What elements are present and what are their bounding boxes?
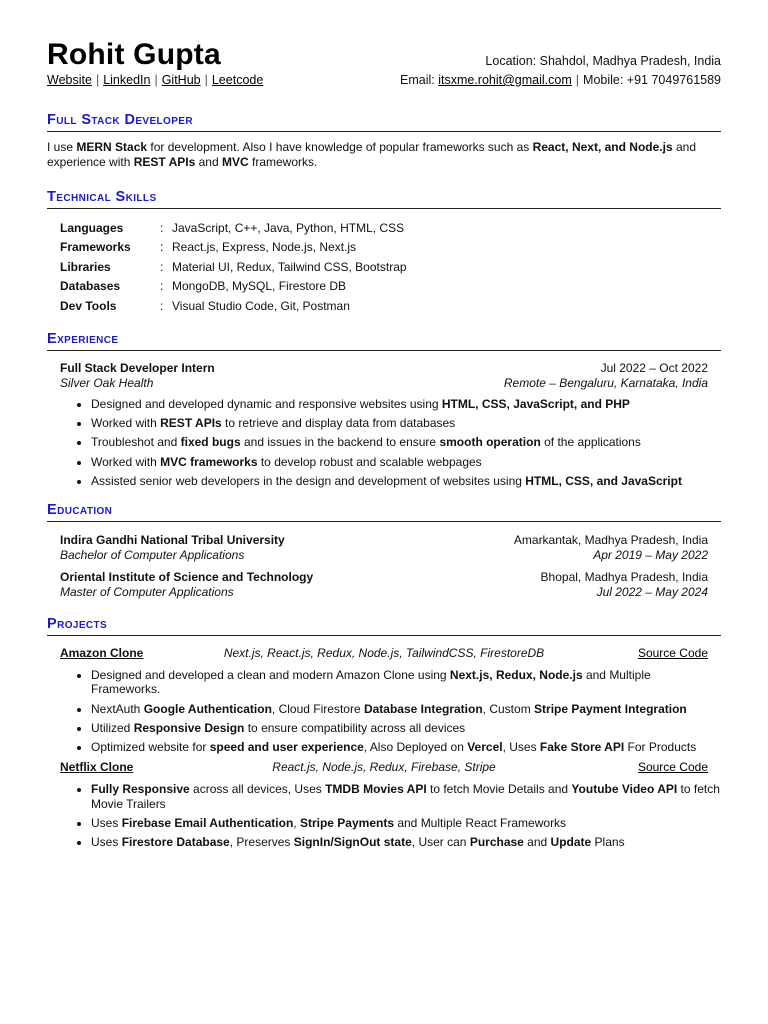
bullet-text: Worked with xyxy=(91,454,161,469)
bullet-text: Optimized website for xyxy=(91,740,210,755)
bullet-bold: Firebase Email Authentication xyxy=(121,815,294,830)
bullet-text: Utilized xyxy=(91,720,134,735)
bullet-bold: HTML, CSS, and JavaScript xyxy=(525,473,682,488)
skill-row xyxy=(60,258,407,278)
bullet-bold: Stripe Payments xyxy=(299,815,394,830)
source-code-link[interactable]: Source Code xyxy=(637,645,708,660)
company-name: Silver Oak Health xyxy=(60,375,154,390)
skill-colon: : xyxy=(160,240,164,255)
contact-info xyxy=(400,52,721,90)
bullet-bold: Firestore Database xyxy=(121,835,230,850)
summary-text xyxy=(47,140,721,170)
education-sub-row xyxy=(60,585,708,600)
bullet-text: Assisted senior web developers in the design and development of websites using xyxy=(91,473,526,488)
skill-row xyxy=(60,277,407,297)
list-item xyxy=(91,397,721,412)
summary-bold-part: REST APIs xyxy=(133,154,196,169)
bullet-bold: Update xyxy=(550,835,592,850)
education-section xyxy=(47,501,721,599)
list-item xyxy=(91,702,721,717)
skill-row xyxy=(60,297,407,317)
github-link[interactable]: GitHub xyxy=(161,73,201,87)
bullet-text: to fetch Movie Trailers xyxy=(91,782,720,811)
bullet-text: to ensure compatibility across all devices xyxy=(244,720,466,735)
link-separator: | xyxy=(204,73,208,87)
summary-bold-part: React, Next, and Node.js xyxy=(532,139,673,154)
education-sub-row xyxy=(60,548,708,563)
bullet-bold: smooth operation xyxy=(439,435,541,450)
project-entry xyxy=(47,759,721,849)
resume-header xyxy=(47,38,721,94)
summary-text-part: frameworks. xyxy=(248,154,318,169)
bullet-text: Uses xyxy=(91,815,122,830)
source-code-link[interactable]: Source Code xyxy=(637,760,708,775)
bullet-text: Worked with xyxy=(91,416,161,431)
bullet-bold: SignIn/SignOut state xyxy=(293,835,412,850)
summary-text-part: I use xyxy=(47,139,77,154)
list-item xyxy=(91,816,721,831)
skill-key: Databases xyxy=(60,279,121,294)
bullet-bold: Next.js, Redux, Node.js xyxy=(449,667,583,682)
bullet-text: to fetch Movie Details and xyxy=(426,782,572,797)
website-link[interactable]: Website xyxy=(47,73,92,87)
experience-title-row xyxy=(60,361,708,376)
summary-text-part: for development. Also I have knowledge of popular frameworks such as xyxy=(147,139,533,154)
skill-row xyxy=(60,219,407,239)
skills-heading: Technical Skills xyxy=(47,188,721,209)
skill-value: JavaScript, C++, Java, Python, HTML, CSS xyxy=(172,220,405,235)
bullet-text: and Multiple Frameworks. xyxy=(91,667,651,697)
bullet-text: Plans xyxy=(591,835,625,850)
list-item xyxy=(91,474,721,489)
bullet-text: , Custom xyxy=(482,701,535,716)
project-entry xyxy=(47,645,721,755)
bullet-text: , xyxy=(293,815,300,830)
bullet-text: Troubleshot and xyxy=(91,435,181,450)
profile-links xyxy=(47,72,263,88)
projects-heading: Projects xyxy=(47,615,721,636)
bullet-bold: Stripe Payment Integration xyxy=(534,701,687,716)
job-role: Full Stack Developer Intern xyxy=(60,361,215,376)
summary-bold-part: MVC xyxy=(222,154,249,169)
skill-colon: : xyxy=(160,220,164,235)
email-line xyxy=(400,71,721,90)
school-name: Indira Gandhi National Tribal University xyxy=(60,533,285,548)
bullet-bold: MVC frameworks xyxy=(160,454,258,469)
project-title-row xyxy=(60,759,708,775)
bullet-bold: Purchase xyxy=(469,835,524,850)
experience-entry xyxy=(47,361,721,488)
contact-separator: | xyxy=(575,73,580,87)
bullet-text: to retrieve and display data from databases xyxy=(221,416,456,431)
skill-key: Frameworks xyxy=(60,240,131,255)
bullet-bold: TMDB Movies API xyxy=(325,782,427,797)
list-item xyxy=(91,782,721,811)
experience-section xyxy=(47,330,721,488)
mobile-text: Mobile: +91 7049761589 xyxy=(583,73,721,87)
bullet-bold: Responsive Design xyxy=(133,720,245,735)
bullet-text: NextAuth xyxy=(91,701,144,716)
skills-section xyxy=(47,188,721,316)
resume-page xyxy=(47,38,721,854)
skill-value: Material UI, Redux, Tailwind CSS, Bootstrap xyxy=(172,259,407,274)
bullet-text: Uses xyxy=(91,835,122,850)
email-link[interactable]: itsxme.rohit@gmail.com xyxy=(438,73,572,87)
candidate-name: Rohit Gupta xyxy=(47,38,221,71)
degree-name: Master of Computer Applications xyxy=(60,584,234,599)
skills-table xyxy=(60,219,407,317)
bullet-bold: Vercel xyxy=(467,740,503,755)
bullet-text: Designed and developed dynamic and responsive websites using xyxy=(91,397,442,412)
bullet-text: , Preserves xyxy=(229,835,294,850)
skill-row xyxy=(60,238,407,258)
summary-section xyxy=(47,111,721,170)
skill-value: React.js, Express, Node.js, Next.js xyxy=(172,240,357,255)
list-item xyxy=(91,416,721,431)
linkedin-link[interactable]: LinkedIn xyxy=(103,73,151,87)
school-name: Oriental Institute of Science and Technology xyxy=(60,570,314,585)
project-title-row xyxy=(60,645,708,661)
bullet-bold: Fake Store API xyxy=(539,740,625,755)
link-separator: | xyxy=(154,73,158,87)
project-tech: Next.js, React.js, Redux, Node.js, TailwindCSS, FirestoreDB xyxy=(223,645,545,660)
skill-key: Libraries xyxy=(60,259,111,274)
education-dates: Jul 2022 – May 2024 xyxy=(596,584,708,599)
summary-bold-part: MERN Stack xyxy=(76,139,148,154)
bullet-text: to develop robust and scalable webpages xyxy=(257,454,482,469)
experience-bullets xyxy=(47,397,721,488)
bullet-bold: Google Authentication xyxy=(143,701,272,716)
bullet-text: and xyxy=(523,835,551,850)
summary-text-part: and xyxy=(195,154,222,169)
skill-colon: : xyxy=(160,298,164,313)
bullet-bold: REST APIs xyxy=(160,416,222,431)
skill-key: Dev Tools xyxy=(60,298,117,313)
list-item xyxy=(91,455,721,470)
skill-value: Visual Studio Code, Git, Postman xyxy=(172,298,350,313)
school-location: Bhopal, Madhya Pradesh, India xyxy=(540,570,708,585)
education-title-row xyxy=(60,533,708,548)
list-item xyxy=(91,435,721,450)
skill-value: MongoDB, MySQL, Firestore DB xyxy=(172,279,347,294)
project-bullets xyxy=(47,782,721,849)
degree-name: Bachelor of Computer Applications xyxy=(60,547,245,562)
bullet-text: For Products xyxy=(624,740,697,755)
job-location: Remote – Bengaluru, Karnataka, India xyxy=(503,375,708,390)
bullet-text: and issues in the backend to ensure xyxy=(240,435,440,450)
bullet-text: of the applications xyxy=(540,435,641,450)
bullet-bold: Youtube Video API xyxy=(571,782,678,797)
bullet-text: , Cloud Firestore xyxy=(271,701,364,716)
school-location: Amarkantak, Madhya Pradesh, India xyxy=(513,533,708,548)
projects-section xyxy=(47,615,721,849)
project-bullets xyxy=(47,668,721,755)
bullet-text: , Uses xyxy=(502,740,540,755)
job-dates: Jul 2022 – Oct 2022 xyxy=(600,361,708,376)
leetcode-link[interactable]: Leetcode xyxy=(211,73,264,87)
bullet-bold: Database Integration xyxy=(363,701,483,716)
bullet-bold: HTML, CSS, JavaScript, and PHP xyxy=(441,397,630,412)
list-item xyxy=(91,740,721,755)
summary-text-part: and experience with xyxy=(47,139,696,169)
bullet-bold: Fully Responsive xyxy=(91,782,190,797)
project-tech: React.js, Node.js, Redux, Firebase, Stripe xyxy=(272,760,496,775)
education-title-row xyxy=(60,570,708,585)
education-dates: Apr 2019 – May 2022 xyxy=(593,547,708,562)
bullet-bold: speed and user experience xyxy=(209,740,364,755)
list-item xyxy=(91,835,721,850)
link-separator: | xyxy=(95,73,100,87)
experience-heading: Experience xyxy=(47,330,721,351)
bullet-text: and Multiple React Frameworks xyxy=(394,815,567,830)
location-text: Location: Shahdol, Madhya Pradesh, India xyxy=(485,54,721,68)
bullet-text: , User can xyxy=(411,835,470,850)
skill-colon: : xyxy=(160,279,164,294)
skill-colon: : xyxy=(160,259,164,274)
project-name: Netflix Clone xyxy=(60,760,134,775)
list-item xyxy=(91,668,721,697)
bullet-text: , Also Deployed on xyxy=(363,740,468,755)
list-item xyxy=(91,721,721,736)
education-heading: Education xyxy=(47,501,721,522)
skill-key: Languages xyxy=(60,220,124,235)
education-entry xyxy=(47,533,721,562)
education-entry xyxy=(47,570,721,599)
bullet-text: Designed and developed a clean and modern Amazon Clone using xyxy=(91,667,450,682)
experience-sub-row xyxy=(60,376,708,391)
bullet-bold: fixed bugs xyxy=(180,435,241,450)
bullet-text: across all devices, Uses xyxy=(189,782,326,797)
summary-heading: Full Stack Developer xyxy=(47,111,721,132)
project-name: Amazon Clone xyxy=(60,645,144,660)
email-label: Email: xyxy=(400,73,439,87)
